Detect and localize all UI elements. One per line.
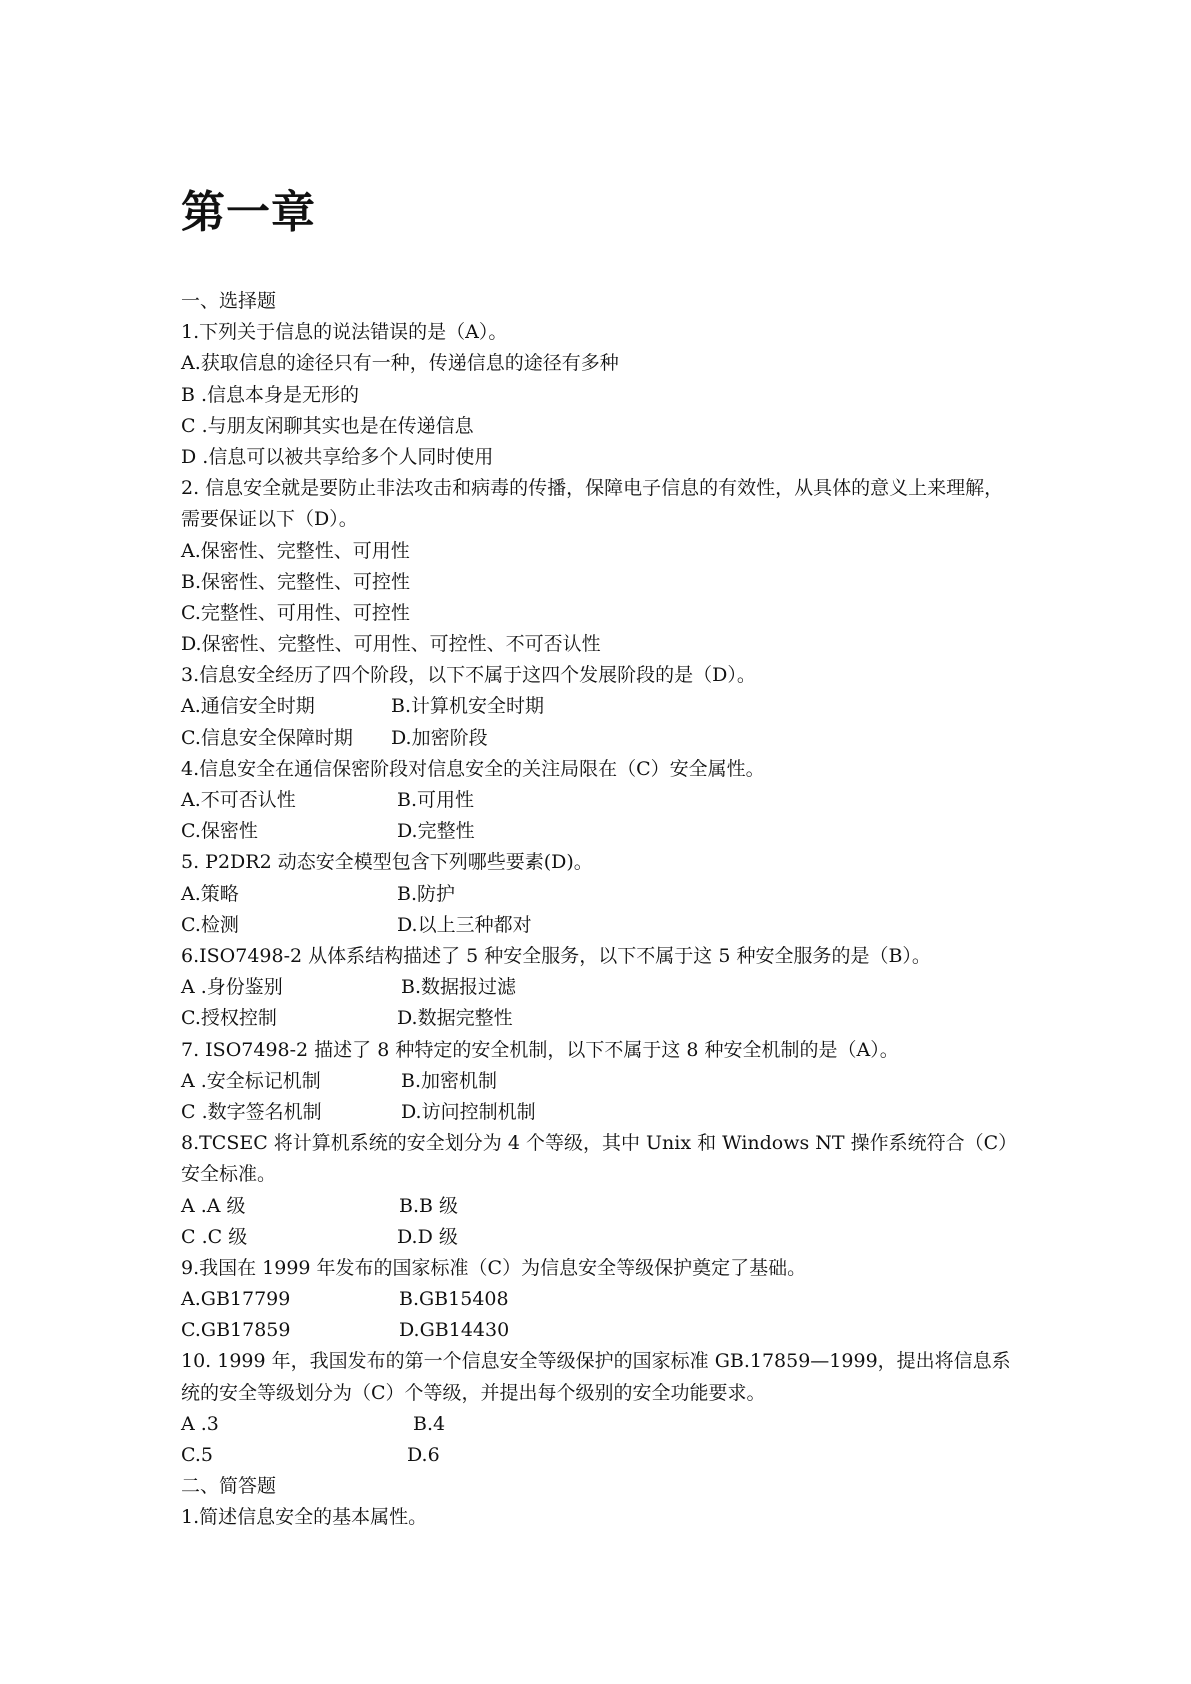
- question-stem: 1.下列关于信息的说法错误的是（A）。: [181, 321, 508, 344]
- option-row: [181, 1222, 1021, 1253]
- option: B.保密性、完整性、可控性: [181, 570, 411, 593]
- option: B.加密机制: [401, 1069, 498, 1092]
- option: A .3: [181, 1412, 219, 1435]
- option: D.加密阶段: [391, 726, 488, 749]
- question-stem: 5. P2DR2 动态安全模型包含下列哪些要素(D)。: [181, 851, 593, 874]
- question-stem: 6.ISO7498-2 从体系结构描述了 5 种安全服务，以下不属于这 5 种安全服务的是（B）。: [181, 944, 931, 967]
- option: C.授权控制: [181, 1007, 277, 1030]
- option: B.计算机安全时期: [391, 695, 545, 718]
- option-row: [181, 1191, 1021, 1222]
- option-row: [181, 1097, 1021, 1128]
- option-row: [181, 1066, 1021, 1097]
- option: A.保密性、完整性、可用性: [181, 539, 410, 562]
- option: B.防护: [397, 882, 456, 905]
- option: C.检测: [181, 913, 239, 936]
- option-row: [181, 1284, 1021, 1315]
- option: A.GB17799: [181, 1288, 291, 1311]
- question-stem: 7. ISO7498-2 描述了 8 种特定的安全机制，以下不属于这 8 种安全机制的是（A）。: [181, 1038, 899, 1061]
- option: D .信息可以被共享给多个人同时使用: [181, 445, 494, 468]
- option: A.通信安全时期: [181, 695, 315, 718]
- question-stem: 10. 1999 年，我国发布的第一个信息安全等级保护的国家标准 GB.17859—1999，提出将信息系统的安全等级划分为（C）个等级，并提出每个级别的安全功能要求。: [181, 1350, 1011, 1404]
- option: A.获取信息的途径只有一种，传递信息的途径有多种: [181, 352, 619, 375]
- option: C .C 级: [181, 1225, 248, 1248]
- option-row: [181, 1440, 1021, 1471]
- option: B.可用性: [397, 789, 475, 812]
- option: C.GB17859: [181, 1319, 291, 1342]
- question-stem: 3.信息安全经历了四个阶段，以下不属于这四个发展阶段的是（D）。: [181, 664, 756, 687]
- option: B.4: [413, 1412, 446, 1435]
- option: C.5: [181, 1444, 213, 1467]
- option-row: [181, 816, 1021, 847]
- option-row: [181, 879, 1021, 910]
- option-row: [181, 691, 1021, 722]
- option-row: [181, 910, 1021, 941]
- option: D.完整性: [397, 820, 475, 843]
- option: D.访问控制机制: [401, 1100, 536, 1123]
- option: A .安全标记机制: [181, 1069, 321, 1092]
- option-row: [181, 1409, 1021, 1440]
- question-stem: 2. 信息安全就是要防止非法攻击和病毒的传播，保障电子信息的有效性，从具体的意义上来理解，需要保证以下（D）。: [181, 477, 1004, 531]
- option: B .信息本身是无形的: [181, 383, 360, 406]
- option: C .与朋友闲聊其实也是在传递信息: [181, 414, 474, 437]
- option: D.保密性、完整性、可用性、可控性、不可否认性: [181, 633, 601, 656]
- question-stem: 4.信息安全在通信保密阶段对信息安全的关注局限在（C）安全属性。: [181, 757, 765, 780]
- option: D.以上三种都对: [397, 913, 532, 936]
- option: A .A 级: [181, 1194, 246, 1217]
- option-row: [181, 1315, 1021, 1346]
- short-answer-question: 1.简述信息安全的基本属性。: [181, 1506, 428, 1529]
- option: D.GB14430: [399, 1319, 510, 1342]
- option-row: [181, 785, 1021, 816]
- question-stem: 8.TCSEC 将计算机系统的安全划分为 4 个等级，其中 Unix 和 Windows NT 操作系统符合（C）安全标准。: [181, 1132, 1018, 1186]
- option: A .身份鉴别: [181, 976, 283, 999]
- question-stem: 9.我国在 1999 年发布的国家标准（C）为信息安全等级保护奠定了基础。: [181, 1256, 807, 1279]
- option: A.不可否认性: [181, 789, 296, 812]
- option-row: [181, 972, 1021, 1003]
- option: D.数据完整性: [397, 1007, 513, 1030]
- option: C.信息安全保障时期: [181, 726, 353, 749]
- option-row: [181, 723, 1021, 754]
- option-row: [181, 1003, 1021, 1034]
- document-body: [181, 286, 1021, 1534]
- section-heading-choice: 一、选择题: [181, 290, 277, 312]
- chapter-title: 第一章: [181, 187, 316, 238]
- option: D.6: [407, 1444, 440, 1467]
- section-heading-short-answer: 二、简答题: [181, 1475, 277, 1498]
- option: C.保密性: [181, 820, 258, 843]
- option: B.B 级: [399, 1194, 459, 1217]
- option: C.完整性、可用性、可控性: [181, 601, 410, 624]
- option: B.数据报过滤: [401, 976, 517, 999]
- option: A.策略: [181, 882, 239, 905]
- option: D.D 级: [397, 1225, 458, 1248]
- option: C .数字签名机制: [181, 1100, 322, 1123]
- option: B.GB15408: [399, 1288, 509, 1311]
